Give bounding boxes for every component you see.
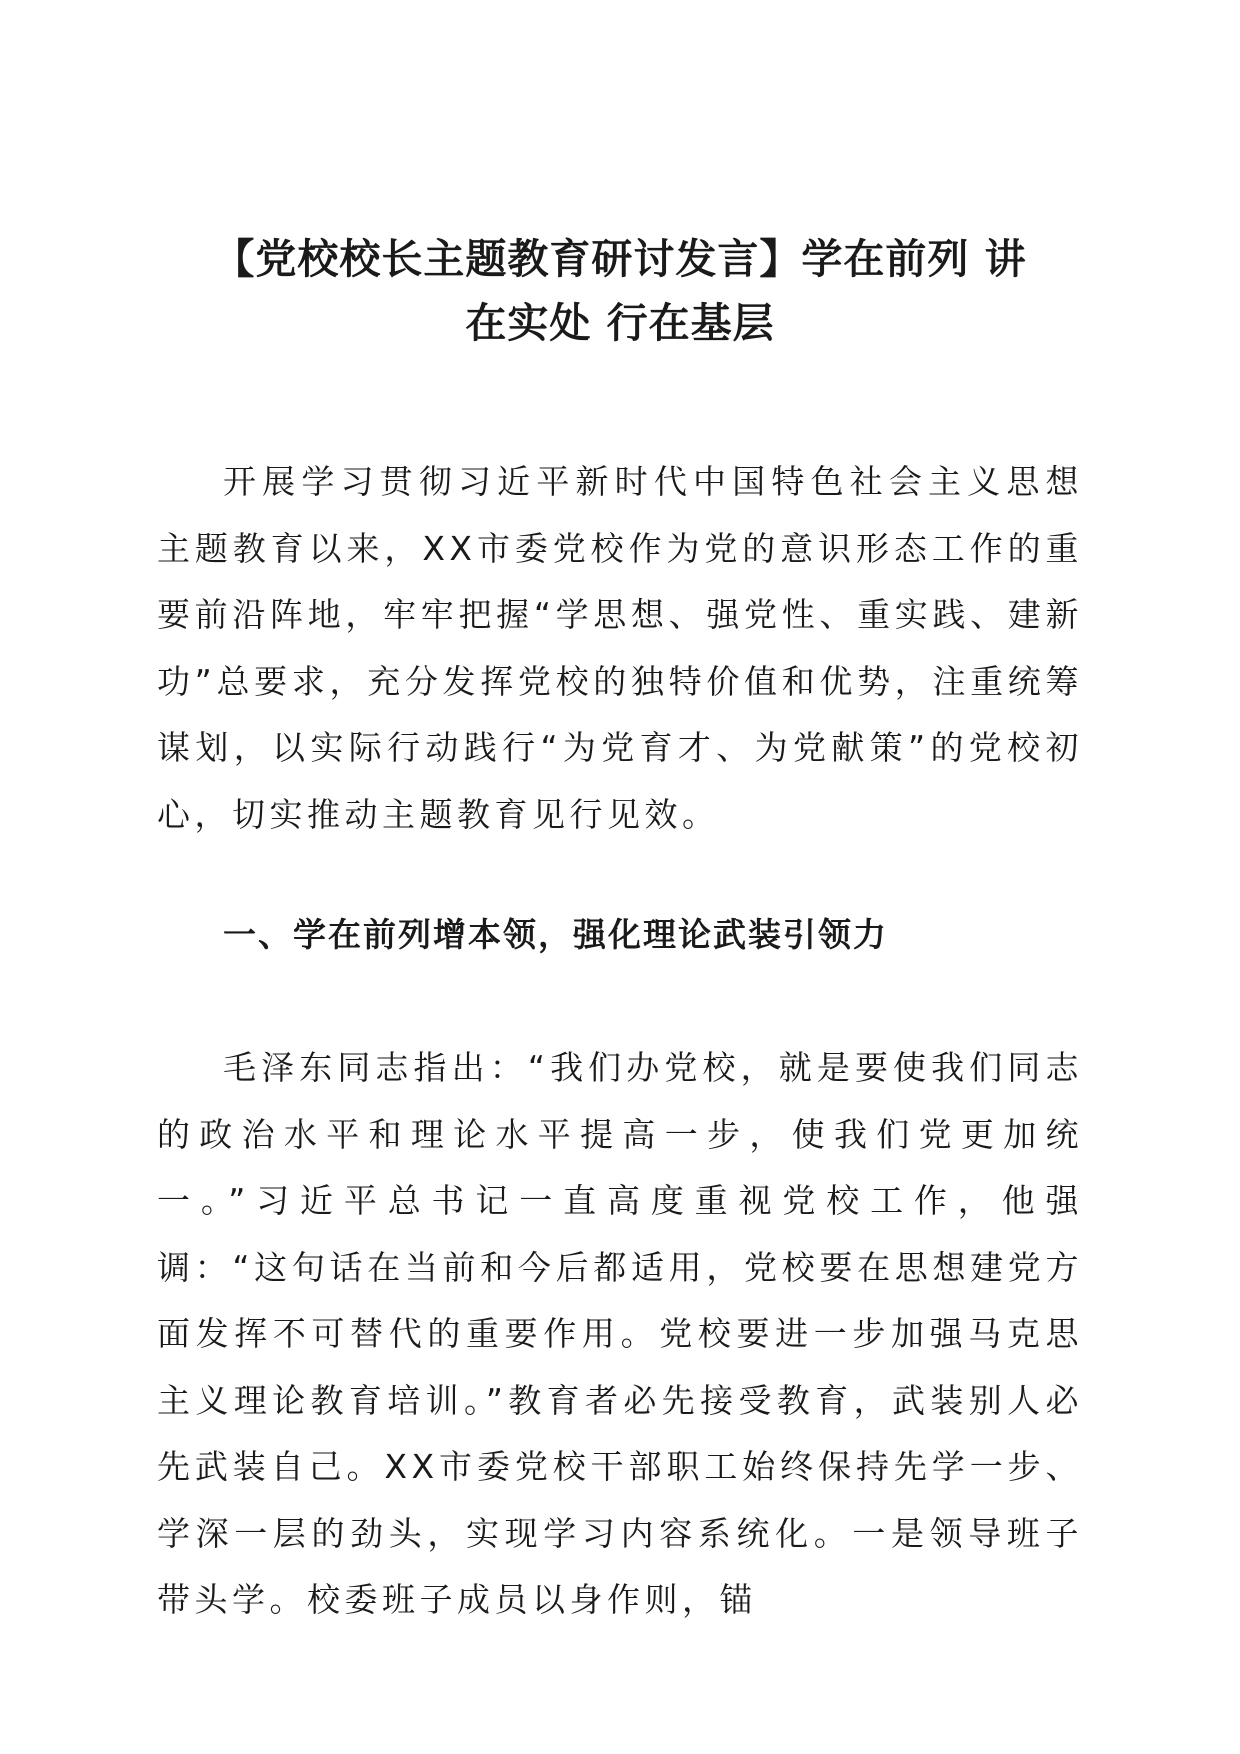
intro-paragraph: 开展学习贯彻习近平新时代中国特色社会主义思想主题教育以来，XX市委党校作为党的意识形态工作的重要前沿阵地，牢牢把握“学思想、强党性、重实践、建新功”总要求，充分发挥党校的独特价值和优势，注重统筹谋划，以实际行动践行“为党育才、为党献策”的党校初心，切实推动主题教育见行见效。 (157, 462, 1083, 834)
document-title (150, 227, 1090, 355)
section-1-heading: 一、学在前列增本领，强化理论武装引领力 (223, 915, 888, 954)
title-line-2: 在实处 行在基层 (465, 299, 775, 348)
title-line-1: 【党校校长主题教育研讨发言】学在前列 讲 (213, 235, 1027, 284)
section-1-paragraph: 毛泽东同志指出：“我们办党校，就是要使我们同志的政治水平和理论水平提高一步，使我们党更加统一。”习近平总书记一直高度重视党校工作，他强调：“这句话在当前和今后都适用，党校要在思想建党方面发挥不可替代的重要作用。党校要进一步加强马克思主义理论教育培训。”教育者必先接受教育，武装别人必先武装自己。XX市委党校干部职工始终保持先学一步、学深一层的劲头，实现学习内容系统化。一是领导班子带头学。校委班子成员以身作则，锚 (157, 1048, 1083, 1619)
